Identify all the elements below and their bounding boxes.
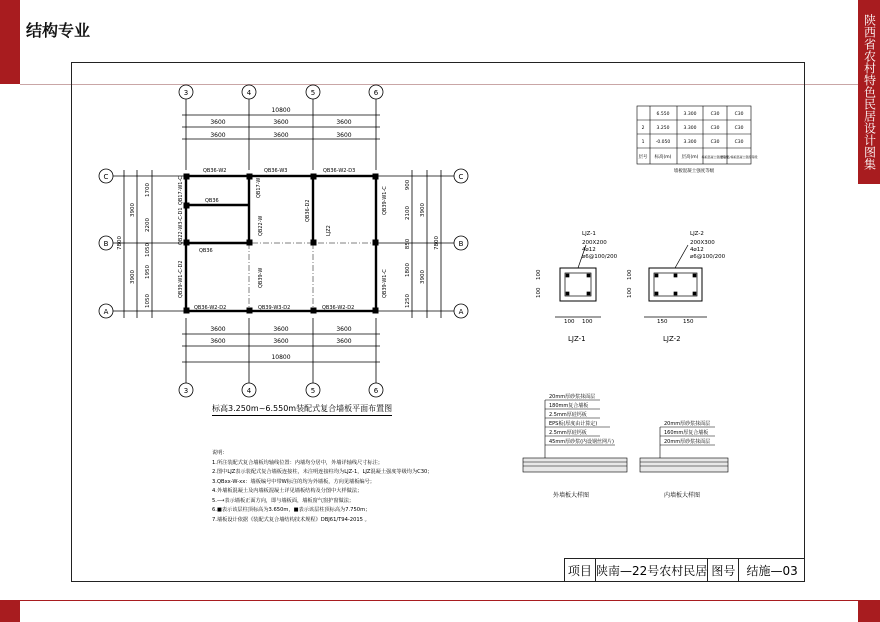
ljz1-dim-1: 100 bbox=[564, 319, 575, 325]
ljz2-name: LJZ-2 bbox=[690, 231, 704, 237]
ljz1-stirrup: ⌀6@100/200 bbox=[582, 254, 618, 260]
ljz2-dim-2: 150 bbox=[683, 319, 694, 325]
ext-layer-2: 180mm复合墙板 bbox=[549, 403, 589, 409]
side-title-bar: 陕西省农村特色民居设计图集 bbox=[858, 0, 880, 184]
axis-6-top: 6 bbox=[373, 89, 379, 97]
note-item: 1.所注装配式复合墙板均轴线位置：内墙均分居中，外墙详轴线尺寸标注； bbox=[212, 459, 383, 466]
ljz2-size: 200X300 bbox=[690, 240, 715, 246]
notes-title: 说明： bbox=[212, 450, 228, 456]
ljz2-caption: LJZ-2 bbox=[663, 335, 681, 343]
axis-4-bottom: 4 bbox=[246, 387, 252, 395]
note-item: 5.⟶表示墙板正面方向，即与墙板面，墙板窗气窗护窗做法； bbox=[212, 497, 355, 504]
note-item: 2.图中LJZ表示装配式复合墙板连接柱，未注明连接柱均为LJZ-1，LJZ混凝土强度等级均为C30； bbox=[212, 469, 433, 475]
int-wall-title: 内墙板大样图 bbox=[664, 492, 701, 499]
note-item: 6.■表示该层柱顶标高为3.650m，■表示该层柱顶标高为7.750m； bbox=[212, 507, 371, 513]
ext-layer-3: 2.5mm厚硅钙板 bbox=[549, 412, 587, 418]
plan-caption: 标高3.250m~6.550m装配式复合墙板平面布置图 bbox=[212, 403, 392, 416]
axis-a-right: A bbox=[458, 308, 464, 316]
table-h0: 层号 bbox=[638, 155, 648, 160]
dim-left-detail-1: 1700 bbox=[145, 183, 151, 197]
wall-label-15: QB39-W1-C bbox=[382, 269, 388, 298]
wall-label-18: QB36-W2-D2 bbox=[322, 305, 355, 311]
ljz1-side-2: 100 bbox=[536, 287, 542, 298]
wall-label-1: QB36-W2 bbox=[203, 168, 227, 174]
ljz2-stirrup: ⌀6@100/200 bbox=[690, 254, 726, 260]
ext-wall-section bbox=[523, 400, 627, 472]
ljz1-size: 200X200 bbox=[582, 240, 607, 246]
tb-drawing-label: 图号 bbox=[708, 559, 739, 582]
int-layer-1: 20mm厚砂浆抹面层 bbox=[664, 421, 711, 427]
table-r1c1: 3.250 bbox=[656, 126, 670, 131]
table-r1c4: C30 bbox=[734, 126, 744, 131]
table-r1c2: 3.300 bbox=[683, 126, 697, 131]
table-r1c0: 2 bbox=[641, 126, 645, 131]
ljz1-bar: 4⌀12 bbox=[582, 247, 596, 253]
table-r2c0: 1 bbox=[641, 140, 645, 145]
table-r0c2: C30 bbox=[710, 112, 720, 117]
int-layer-2: 160mm厚复合墙板 bbox=[664, 430, 709, 436]
ljz2-dim-1: 150 bbox=[657, 319, 668, 325]
dim-span-1-top: 3600 bbox=[210, 119, 226, 126]
notes-block bbox=[212, 449, 433, 525]
dim-span-1-top-b: 3600 bbox=[210, 132, 226, 139]
dim-span-2-top: 3600 bbox=[273, 119, 289, 126]
wall-label-14: QB39-W bbox=[258, 267, 264, 288]
axis-5-top: 5 bbox=[310, 89, 316, 97]
floor-plan-walls bbox=[184, 174, 378, 313]
axis-b-right: B bbox=[458, 240, 464, 248]
ljz1-name: LJZ-1 bbox=[582, 231, 596, 237]
table-h2: 层高(m) bbox=[681, 155, 699, 160]
axis-6-bottom: 6 bbox=[373, 387, 379, 395]
ext-layer-6: 45mm厚砂浆(内设钢丝网片) bbox=[549, 439, 615, 445]
dim-span-3-bottom: 3600 bbox=[336, 338, 352, 345]
axis-4-top: 4 bbox=[246, 89, 252, 97]
dim-right-total: 7800 bbox=[434, 236, 440, 250]
wall-label-13: QB39-W1-C-D2 bbox=[178, 260, 184, 298]
table-r2c1: -0.050 bbox=[655, 140, 671, 145]
table-r0c3: C30 bbox=[734, 112, 744, 117]
dim-left-detail-2: 2200 bbox=[145, 218, 151, 232]
axis-c-left: C bbox=[103, 173, 109, 181]
wall-label-9: QB36-D2 bbox=[305, 199, 311, 222]
dim-span-3-top: 3600 bbox=[336, 119, 352, 126]
axis-5-bottom: 5 bbox=[310, 387, 316, 395]
table-note: 墙板混凝土强度等级 bbox=[673, 169, 715, 174]
dim-right-detail-2: 2100 bbox=[405, 206, 411, 220]
ljz2-side-2: 100 bbox=[627, 287, 633, 298]
table-h3: 墙板混凝土强度等级 bbox=[701, 155, 729, 159]
wall-label-10: LJZ2 bbox=[326, 225, 332, 236]
ext-layer-1: 20mm厚砂浆抹面层 bbox=[549, 394, 596, 400]
side-axis-bubbles bbox=[99, 169, 468, 318]
dim-right-detail-5: 1250 bbox=[405, 294, 411, 308]
wall-label-6: QB36 bbox=[205, 198, 219, 204]
dim-span-3-top-b: 3600 bbox=[336, 132, 352, 139]
axis-a-left: A bbox=[103, 308, 109, 316]
dim-span-3-bottom-a: 3600 bbox=[336, 326, 352, 333]
wall-label-7: QB22-W3-C-D1 bbox=[178, 207, 184, 245]
table-r0c0: 6.550 bbox=[656, 112, 670, 117]
table-h1: 标高(m) bbox=[654, 155, 672, 160]
table-r2c3: C30 bbox=[710, 140, 720, 145]
dim-total-bottom: 10800 bbox=[271, 354, 291, 361]
note-item: 4.外墙板混凝土及内墙板混凝土详见墙板结构及分图中大样做法； bbox=[212, 488, 363, 494]
wall-label-3: QB36-W2-D3 bbox=[323, 168, 356, 174]
tb-drawing-no: 结施—03 bbox=[746, 564, 798, 578]
dim-left-sub-2: 3900 bbox=[130, 270, 136, 284]
wall-label-11: QB39-W1-C bbox=[382, 186, 388, 215]
wall-label-5: QB17-W bbox=[256, 177, 262, 198]
dim-span-1-bottom-a: 3600 bbox=[210, 326, 226, 333]
dim-span-2-bottom-a: 3600 bbox=[273, 326, 289, 333]
dim-right-detail-1: 900 bbox=[405, 179, 411, 191]
dim-right-detail-4: 1800 bbox=[405, 263, 411, 277]
dim-span-2-bottom: 3600 bbox=[273, 338, 289, 345]
table-r0c1: 3.300 bbox=[683, 112, 697, 117]
page-title: 结构专业 bbox=[26, 21, 91, 40]
ljz1-dim-2: 100 bbox=[582, 319, 593, 325]
dim-right-sub-1: 3900 bbox=[420, 203, 426, 217]
axis-3-bottom: 3 bbox=[183, 387, 189, 395]
axis-c-right: C bbox=[458, 173, 464, 181]
dim-left-detail-4: 1950 bbox=[145, 265, 151, 279]
axis-3-top: 3 bbox=[183, 89, 189, 97]
dim-span-1-bottom: 3600 bbox=[210, 338, 226, 345]
wall-label-4: QB17-W1-C bbox=[178, 176, 184, 205]
dim-left-detail-5: 1050 bbox=[145, 294, 151, 308]
wall-label-16: QB36-W2-D2 bbox=[194, 305, 227, 311]
wall-label-2: QB36-W3 bbox=[264, 168, 288, 174]
ljz2-side-1: 100 bbox=[627, 269, 633, 280]
dim-left-detail-3: 1050 bbox=[145, 243, 151, 257]
wall-label-12: QB36 bbox=[199, 248, 213, 254]
ext-layer-5: 2.5mm厚硅钙板 bbox=[549, 430, 587, 436]
dim-right-detail-3: 850 bbox=[405, 238, 411, 250]
wall-label-17: QB39-W3-D2 bbox=[258, 305, 291, 311]
tb-project-label: 项目 bbox=[565, 559, 596, 582]
int-layer-3: 20mm厚砂浆抹面层 bbox=[664, 439, 711, 445]
ext-layer-4: EPS板(厚度由计算定) bbox=[549, 421, 598, 427]
dim-left-total: 7800 bbox=[117, 236, 123, 250]
table-r1c3: C30 bbox=[710, 126, 720, 131]
dim-span-2-top-b: 3600 bbox=[273, 132, 289, 139]
table-r2c4: C30 bbox=[734, 140, 744, 145]
note-item: 3.QBxx-W-xx：墙板编号中带W标注的均为外墙板，方向见墙板编号； bbox=[212, 478, 375, 485]
axis-b-left: B bbox=[103, 240, 109, 248]
ljz2-bar: 4⌀12 bbox=[690, 247, 704, 253]
tb-project: 陕南—22号农村民居 bbox=[596, 559, 709, 582]
ext-wall-title: 外墙板大样图 bbox=[553, 492, 590, 499]
ljz1-caption: LJZ-1 bbox=[568, 335, 586, 343]
table-r2c2: 3.300 bbox=[683, 140, 697, 145]
note-item: 7.墙板设计依据《装配式复合墙结构技术规程》DBJ61/T94-2015 。 bbox=[212, 516, 370, 523]
ljz1-side-1: 100 bbox=[536, 269, 542, 280]
title-block bbox=[564, 558, 805, 582]
table-h4: 叠合层/墙板混凝土强度等级 bbox=[720, 155, 758, 159]
dim-right-sub-2: 3900 bbox=[420, 270, 426, 284]
wall-label-8: QB22-W bbox=[258, 215, 264, 236]
dim-total-top: 10800 bbox=[271, 107, 291, 114]
dim-left-sub-1: 3900 bbox=[130, 203, 136, 217]
